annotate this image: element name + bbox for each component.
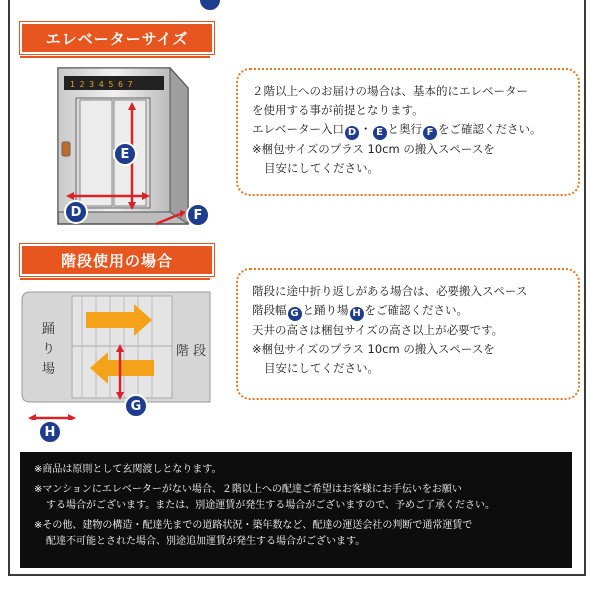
stairs-note-line-1: 階段に途中折り返しがある場合は、必要搬入スペース xyxy=(252,284,528,298)
stairs-note-line-3: 天井の高さは梱包サイズの高さ以上が必要です。 xyxy=(252,322,504,337)
delivery-notes-box xyxy=(20,452,572,568)
stairs-note-line-2 xyxy=(252,301,564,321)
badge-D: D xyxy=(64,200,88,224)
delivery-note-2a: ※マンションにエレベーターがない場合、２階以上への配達ご希望はお客様にお手伝いをお願い xyxy=(34,484,462,495)
depth-text: と奥行 xyxy=(387,122,422,136)
stairs-section-header: 階段使用の場合 xyxy=(20,244,214,276)
badge-F-inline: F xyxy=(423,126,437,140)
landing-label-3: 場 xyxy=(42,362,56,377)
stairs-note-box xyxy=(236,268,580,400)
stairs-note-line-5: 目安にしてください。 xyxy=(264,360,379,375)
badge-G-inline: G xyxy=(288,307,302,321)
delivery-note-2b: する場合がございます。または、別途運賃が発生する場合がございますので、予めご了承ください。 xyxy=(46,500,495,511)
elevator-note-line-3 xyxy=(252,120,564,140)
stairs-confirm-text: をご確認ください。 xyxy=(364,303,468,317)
elevator-note-line-5: 目安にしてください。 xyxy=(264,160,379,175)
stairs-note-line-4: ※梱包サイズのプラス 10cm の搬入スペースを xyxy=(252,341,495,356)
elevator-note-line-2: を使用する事が前提となります。 xyxy=(252,103,424,117)
landing-label-2: り xyxy=(42,342,56,357)
badge-F: F xyxy=(186,203,210,227)
delivery-note-3a: ※その他、建物の構造・配達先までの道路状況・築年数など、配達の運送会社の判断で通常運賃で xyxy=(34,520,473,531)
badge-E-inline: E xyxy=(373,126,387,140)
stairs-header-underline xyxy=(20,278,210,280)
elevator-note-box xyxy=(236,68,580,196)
badge-G: G xyxy=(124,394,148,418)
confirm-text: をご確認ください。 xyxy=(438,122,542,136)
delivery-note-1: ※商品は原則として玄関渡しとなります。 xyxy=(34,464,222,475)
elevator-note-line-4: ※梱包サイズのプラス 10cm の搬入スペースを xyxy=(252,141,495,156)
elevator-header-underline xyxy=(20,56,210,58)
badge-H: H xyxy=(38,420,62,444)
badge-E: E xyxy=(113,142,137,166)
floor-indicator: 1 2 3 4 5 6 7 xyxy=(70,80,133,89)
landing-label-1: 踊 xyxy=(42,322,56,337)
stair-width-text: 階段幅 xyxy=(252,303,287,317)
delivery-note-2 xyxy=(34,482,558,514)
separator-dot: ・ xyxy=(360,122,372,136)
elevator-section-header: エレベーターサイズ xyxy=(20,22,214,54)
stairs-label: 階 段 xyxy=(176,344,207,359)
landing-text: と踊り場 xyxy=(302,303,349,317)
elevator-entrance-text: エレベーター入口 xyxy=(252,122,344,136)
elevator-note-line-1: ２階以上へのお届けの場合は、基本的にエレベーター xyxy=(252,84,528,98)
delivery-note-3 xyxy=(34,518,558,550)
badge-H-inline: H xyxy=(350,307,364,321)
delivery-note-3b: 配達不可能とされた場合、別途追加運賃が発生する場合がございます。 xyxy=(46,536,366,547)
badge-D-inline: D xyxy=(345,126,359,140)
